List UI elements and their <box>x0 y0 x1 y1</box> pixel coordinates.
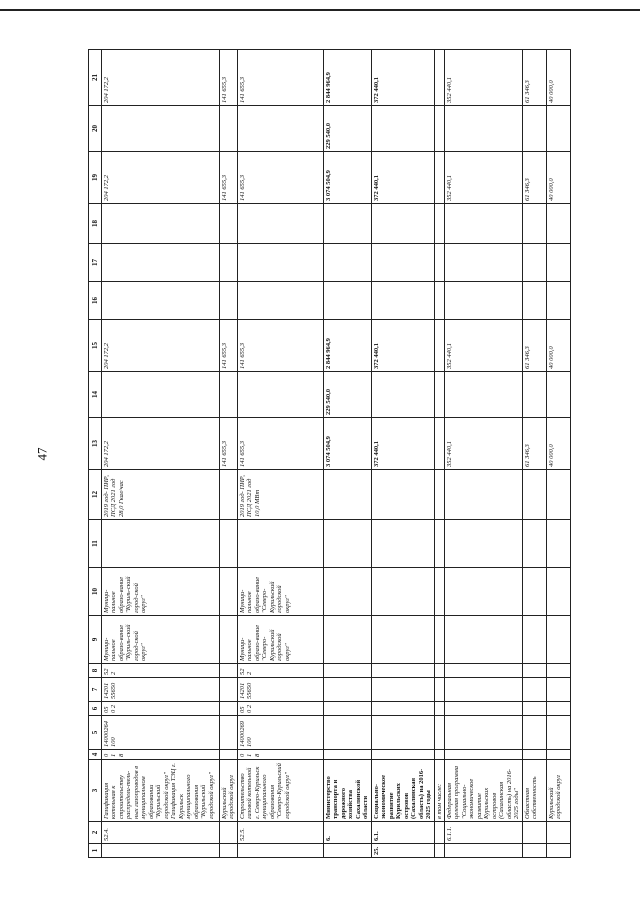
table-cell <box>371 678 434 702</box>
table-cell <box>220 844 238 858</box>
column-header: 17 <box>89 244 102 282</box>
table-row <box>102 50 220 858</box>
table-cell <box>102 372 220 418</box>
table-cell <box>522 750 546 760</box>
table-cell <box>522 244 546 282</box>
column-header: 7 <box>89 678 102 702</box>
table-cell <box>323 750 371 760</box>
table-cell <box>102 520 220 568</box>
table-cell <box>237 372 323 418</box>
table-cell: 2019 год- ПИР, ПСД 2021 год 28,0 Гкал/час <box>102 470 220 520</box>
table-frame <box>88 50 563 858</box>
table-cell: 3 074 504,9 <box>323 152 371 204</box>
column-header: 11 <box>89 520 102 568</box>
table-cell: 14201 55650 <box>237 678 323 702</box>
table-cell <box>220 372 238 418</box>
table-cell <box>220 664 238 678</box>
column-header: 6 <box>89 702 102 716</box>
table-cell <box>444 844 522 858</box>
table-cell <box>102 844 220 858</box>
table-cell: 050 2 <box>237 702 323 716</box>
table-cell <box>371 204 434 244</box>
table-cell <box>444 716 522 750</box>
table-cell <box>323 844 371 858</box>
table-cell <box>546 244 570 282</box>
table-cell <box>444 702 522 716</box>
table-cell: 61 346,3 <box>522 50 546 106</box>
table-row <box>434 50 444 858</box>
table-cell <box>546 822 570 844</box>
table-cell <box>371 702 434 716</box>
table-cell <box>323 664 371 678</box>
table-cell <box>371 750 434 760</box>
table-cell: 2019 год- ПИР, ПСД 2021 год 10,0 МВт <box>237 470 323 520</box>
table-cell <box>220 520 238 568</box>
table-cell <box>434 470 444 520</box>
table-cell: 61 346,3 <box>522 152 546 204</box>
table-row <box>546 50 570 858</box>
table-cell: Муници-пальное образо-вание "Северо-Курильский городской округ" <box>237 568 323 616</box>
table-cell <box>444 520 522 568</box>
table-cell <box>522 204 546 244</box>
table-cell: 372 440,1 <box>371 320 434 372</box>
table-cell <box>522 520 546 568</box>
table-cell <box>546 470 570 520</box>
table-cell: Строительство газовой котельной г. Северо-Курильск муниципального образования "Северо-Курильский городской округ" <box>237 760 323 822</box>
table-cell: 050 2 <box>102 702 220 716</box>
column-header: 18 <box>89 204 102 244</box>
table-cell: 40 000,0 <box>546 418 570 470</box>
table-cell <box>434 664 444 678</box>
table-cell <box>522 702 546 716</box>
table-cell <box>522 716 546 750</box>
table-cell: 6.1.1. <box>444 822 522 844</box>
table-cell <box>371 106 434 152</box>
table-cell <box>546 372 570 418</box>
table-cell <box>522 568 546 616</box>
table-cell: 141 655,3 <box>237 418 323 470</box>
table-cell <box>237 204 323 244</box>
table-cell <box>220 822 238 844</box>
table-cell <box>434 822 444 844</box>
table-cell <box>237 844 323 858</box>
table-cell <box>522 282 546 320</box>
data-table <box>88 49 571 858</box>
table-cell <box>220 716 238 750</box>
table-cell <box>444 372 522 418</box>
table-cell: 0 1 8 <box>102 750 220 760</box>
table-cell <box>371 244 434 282</box>
table-cell <box>522 470 546 520</box>
column-header: 2 <box>89 822 102 844</box>
table-cell <box>546 664 570 678</box>
table-cell <box>434 204 444 244</box>
table-cell <box>546 204 570 244</box>
column-header: 3 <box>89 760 102 822</box>
table-cell <box>522 664 546 678</box>
table-cell <box>323 716 371 750</box>
table-cell <box>444 664 522 678</box>
table-cell: 352 440,1 <box>444 320 522 372</box>
table-cell <box>434 716 444 750</box>
table-cell: 229 540,0 <box>323 372 371 418</box>
table-cell <box>323 702 371 716</box>
column-header: 15 <box>89 320 102 372</box>
column-header: 16 <box>89 282 102 320</box>
table-cell <box>546 716 570 750</box>
table-cell: 372 440,1 <box>371 50 434 106</box>
table-cell: 52.5. <box>237 822 323 844</box>
table-row <box>237 50 323 858</box>
column-header: 5 <box>89 716 102 750</box>
table-cell <box>323 282 371 320</box>
table-cell <box>220 568 238 616</box>
table-cell: Курильский городской округ <box>220 760 238 822</box>
table-cell: 204 172,2 <box>102 152 220 204</box>
table-cell: 14201 55650 <box>102 678 220 702</box>
table-cell: 141 655,3 <box>220 418 238 470</box>
table-cell: 14000264 100 <box>102 716 220 750</box>
table-cell <box>237 106 323 152</box>
table-cell: 61 346,3 <box>522 320 546 372</box>
table-cell: Федеральная целевая программа "Социально-экономическое развитие Курильских островов (Сахалинская область) на 2016-2025 годы" <box>444 760 522 822</box>
table-cell: 6. <box>323 822 371 844</box>
column-header: 19 <box>89 152 102 204</box>
table-cell <box>434 568 444 616</box>
table-cell: Муници-пальное образо-вание "Куриль-ский город-ской округ" <box>102 616 220 664</box>
table-cell <box>371 568 434 616</box>
table-cell <box>444 616 522 664</box>
table-cell <box>220 616 238 664</box>
table-cell <box>323 520 371 568</box>
table-cell <box>323 244 371 282</box>
table-cell <box>371 664 434 678</box>
table-cell <box>444 282 522 320</box>
table-cell <box>434 418 444 470</box>
table-cell: 204 172,2 <box>102 320 220 372</box>
table-cell: Областная собственность <box>522 760 546 822</box>
table-cell: 25. <box>371 844 434 858</box>
table-cell <box>434 616 444 664</box>
table-cell <box>371 520 434 568</box>
table-cell <box>522 822 546 844</box>
table-cell <box>546 750 570 760</box>
table-cell <box>444 750 522 760</box>
table-cell <box>220 470 238 520</box>
table-cell <box>522 844 546 858</box>
table-cell: 0 1 8 <box>237 750 323 760</box>
table-cell <box>323 568 371 616</box>
table-cell: 372 440,1 <box>371 418 434 470</box>
column-header: 4 <box>89 750 102 760</box>
table-cell <box>323 678 371 702</box>
table-cell: в том числе: <box>434 760 444 822</box>
table-cell <box>237 244 323 282</box>
table-row <box>220 50 238 858</box>
table-cell: 40 000,0 <box>546 320 570 372</box>
table-cell: Муници-пальное образо-вание "Северо-Курильский городской округ" <box>237 616 323 664</box>
table-cell: 52.4. <box>102 822 220 844</box>
table-cell <box>546 844 570 858</box>
table-cell <box>522 106 546 152</box>
table-cell: 522 <box>237 664 323 678</box>
column-header: 8 <box>89 664 102 678</box>
table-cell: 141 655,3 <box>220 320 238 372</box>
table-cell <box>102 106 220 152</box>
table-cell <box>371 372 434 418</box>
table-cell <box>237 282 323 320</box>
table-cell: 352 440,1 <box>444 152 522 204</box>
table-cell <box>546 282 570 320</box>
table-cell <box>434 106 444 152</box>
table-cell <box>237 520 323 568</box>
table-cell: Муници-пальное образо-вание "Куриль-ский город-ской округ" <box>102 568 220 616</box>
table-cell: Министерство транспорта и дорожного хозяйства Сахалинской области <box>323 760 371 822</box>
table-cell <box>434 320 444 372</box>
table-cell <box>323 204 371 244</box>
table-cell: 141 655,3 <box>237 50 323 106</box>
table-cell: 2 844 964,9 <box>323 320 371 372</box>
table-cell <box>434 678 444 702</box>
table-cell <box>444 106 522 152</box>
table-row <box>323 50 371 858</box>
table-cell <box>434 50 444 106</box>
table-cell <box>444 678 522 702</box>
column-header: 9 <box>89 616 102 664</box>
top-rule <box>0 9 640 11</box>
column-header: 13 <box>89 418 102 470</box>
page-number: 47 <box>34 447 50 461</box>
table-cell: 14000269 100 <box>237 716 323 750</box>
table-cell <box>371 616 434 664</box>
table-cell <box>102 204 220 244</box>
table-cell: 40 000,0 <box>546 50 570 106</box>
table-cell <box>102 282 220 320</box>
table-cell <box>434 372 444 418</box>
table-cell <box>546 520 570 568</box>
table-cell: Газификация котельная к строительству распредели-тель-ных газопроводов в муниципальном образовании "Курильский городской округ" Газификация ТЭЦ г. Курильск муниципального образования "Курильский городской округ" <box>102 760 220 822</box>
table-cell <box>444 568 522 616</box>
table-cell <box>434 520 444 568</box>
table-cell <box>434 750 444 760</box>
table-cell <box>371 470 434 520</box>
table-row <box>522 50 546 858</box>
table-cell: Социально-экономическое развитие Курильских островов (Сахалинская область) на 2016-2025 годы <box>371 760 434 822</box>
table-cell <box>220 750 238 760</box>
table-cell <box>220 702 238 716</box>
table-cell: 40 000,0 <box>546 152 570 204</box>
table-cell <box>546 568 570 616</box>
table-cell <box>546 702 570 716</box>
table-cell <box>522 372 546 418</box>
table-cell: 61 346,3 <box>522 418 546 470</box>
table-cell <box>444 204 522 244</box>
table-cell <box>371 282 434 320</box>
table-cell: 141 655,3 <box>237 320 323 372</box>
table-cell <box>546 106 570 152</box>
table-cell <box>220 244 238 282</box>
table-cell <box>522 616 546 664</box>
table-cell: 352 440,1 <box>444 418 522 470</box>
table-cell <box>546 678 570 702</box>
column-header: 14 <box>89 372 102 418</box>
column-header: 10 <box>89 568 102 616</box>
table-cell: 6.1. <box>371 822 434 844</box>
table-cell <box>444 244 522 282</box>
table-cell <box>323 616 371 664</box>
table-header-row <box>89 50 102 858</box>
table-cell <box>546 616 570 664</box>
column-header: 1 <box>89 844 102 858</box>
rotated-table-container <box>88 50 563 858</box>
table-cell: Курильский городской округ <box>546 760 570 822</box>
table-cell: 204 172,2 <box>102 418 220 470</box>
table-cell: 141 655,3 <box>220 152 238 204</box>
table-cell <box>220 678 238 702</box>
table-cell <box>444 470 522 520</box>
table-cell: 229 540,0 <box>323 106 371 152</box>
table-cell <box>434 244 444 282</box>
table-cell: 141 655,3 <box>220 50 238 106</box>
table-cell <box>220 106 238 152</box>
table-cell: 3 074 504,9 <box>323 418 371 470</box>
column-header: 20 <box>89 106 102 152</box>
table-row <box>371 50 434 858</box>
table-cell: 522 <box>102 664 220 678</box>
table-cell <box>522 678 546 702</box>
table-row <box>444 50 522 858</box>
table-cell <box>371 716 434 750</box>
column-header: 21 <box>89 50 102 106</box>
table-cell <box>434 844 444 858</box>
table-cell <box>220 204 238 244</box>
table-cell <box>102 244 220 282</box>
table-cell: 204 172,2 <box>102 50 220 106</box>
table-cell: 372 440,1 <box>371 152 434 204</box>
table-cell <box>323 470 371 520</box>
table-cell <box>434 702 444 716</box>
column-header: 12 <box>89 470 102 520</box>
table-cell <box>434 152 444 204</box>
table-cell: 2 844 964,9 <box>323 50 371 106</box>
table-cell <box>220 282 238 320</box>
table-cell <box>434 282 444 320</box>
table-cell: 352 440,1 <box>444 50 522 106</box>
table-cell: 141 655,3 <box>237 152 323 204</box>
